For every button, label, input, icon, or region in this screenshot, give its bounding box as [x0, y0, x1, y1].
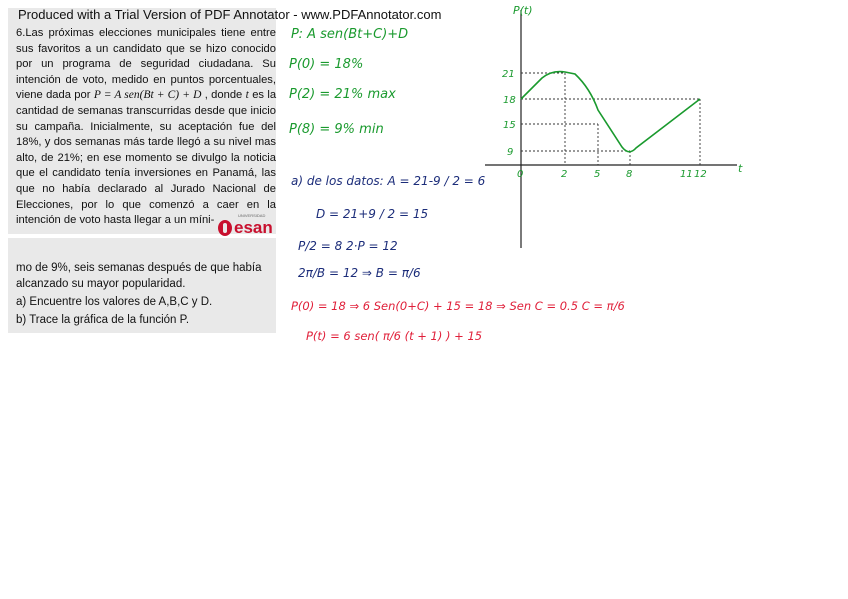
hw-final: P(t) = 6 sen( π/6 (t + 1) ) + 15: [306, 329, 483, 343]
x-tick-0: 0: [517, 169, 524, 180]
hw-model: P: A sen(Bt+C)+D: [291, 27, 409, 42]
x-tick-11: 11: [680, 169, 693, 180]
navy-notes: [291, 174, 486, 280]
hw-p2: P(2) = 21% max: [289, 87, 396, 102]
x-tick-2: 2: [561, 169, 568, 180]
x-tick-8: 8: [626, 169, 633, 180]
problem-after-formula: , donde: [204, 89, 243, 102]
problem-body: es la cantidad de semanas transcurridas desde que inicio su campaña. Inicialmente, su aceptación fue del 18%, y dos semanas más tarde llegó a su nivel mas alto, de 21%; en ese momento se divulgo la noticia que el candidato tenía inversiones en Panamá, las que no había declarado al Jurado Nacional de Elecciones, por lo que comenzó a caer en la intención de voto hasta llegar a un míni-: [16, 89, 277, 227]
esan-logo-text: esan: [234, 218, 273, 237]
sine-curve: [521, 72, 700, 152]
y-tick-21: 21: [502, 69, 515, 80]
red-notes: [291, 299, 625, 343]
hw-p8: P(8) = 9% min: [289, 122, 384, 137]
y-tick-18: 18: [503, 95, 516, 106]
hw-d-line: D = 21+9 / 2 = 15: [316, 207, 429, 221]
problem-intro: 6.Las próximas elecciones municipales tiene entre sus favoritos a un candidato que se hizo conocido por un programa de seguridad ciudadana. Su intención de voto, medido en puntos porcentuales, viene dada por: [16, 27, 276, 102]
y-axis-label: P(t): [513, 4, 533, 17]
y-tick-labels: [502, 69, 516, 158]
green-notes: [289, 27, 408, 137]
x-axis-label: t: [738, 162, 743, 175]
hw-p0: P(0) = 18%: [289, 57, 364, 72]
x-tick-5: 5: [594, 169, 601, 180]
watermark-text: Produced with a Trial Version of PDF Annotator - www.PDFAnnotator.com: [18, 7, 442, 22]
x-tick-12: 12: [694, 169, 707, 180]
hw-b-line: 2π/B = 12 ⇒ B = π/6: [298, 266, 421, 280]
item-a: a) Encuentre los valores de A,B,C y D.: [16, 296, 213, 308]
x-tick-labels: [517, 169, 707, 180]
item-b: b) Trace la gráfica de la función P.: [16, 314, 190, 326]
hw-period: P/2 = 8 2·P = 12: [298, 239, 398, 253]
esan-logo-small: UNIVERSIDAD: [238, 213, 266, 218]
problem-continuation: mo de 9%, seis semanas después de que había alcanzado su mayor popularidad.: [16, 262, 262, 290]
hw-a-label: a) de los datos: A = 21-9 / 2 = 6: [291, 174, 486, 188]
y-tick-9: 9: [507, 147, 514, 158]
y-tick-15: 15: [503, 120, 516, 131]
problem-formula: P = A sen(Bt + C) + D: [93, 89, 202, 102]
problem-t-var: t: [245, 89, 249, 102]
hw-c-line: P(0) = 18 ⇒ 6 Sen(0+C) + 15 = 18 ⇒ Sen C = 0.5 C = π/6: [291, 299, 625, 313]
